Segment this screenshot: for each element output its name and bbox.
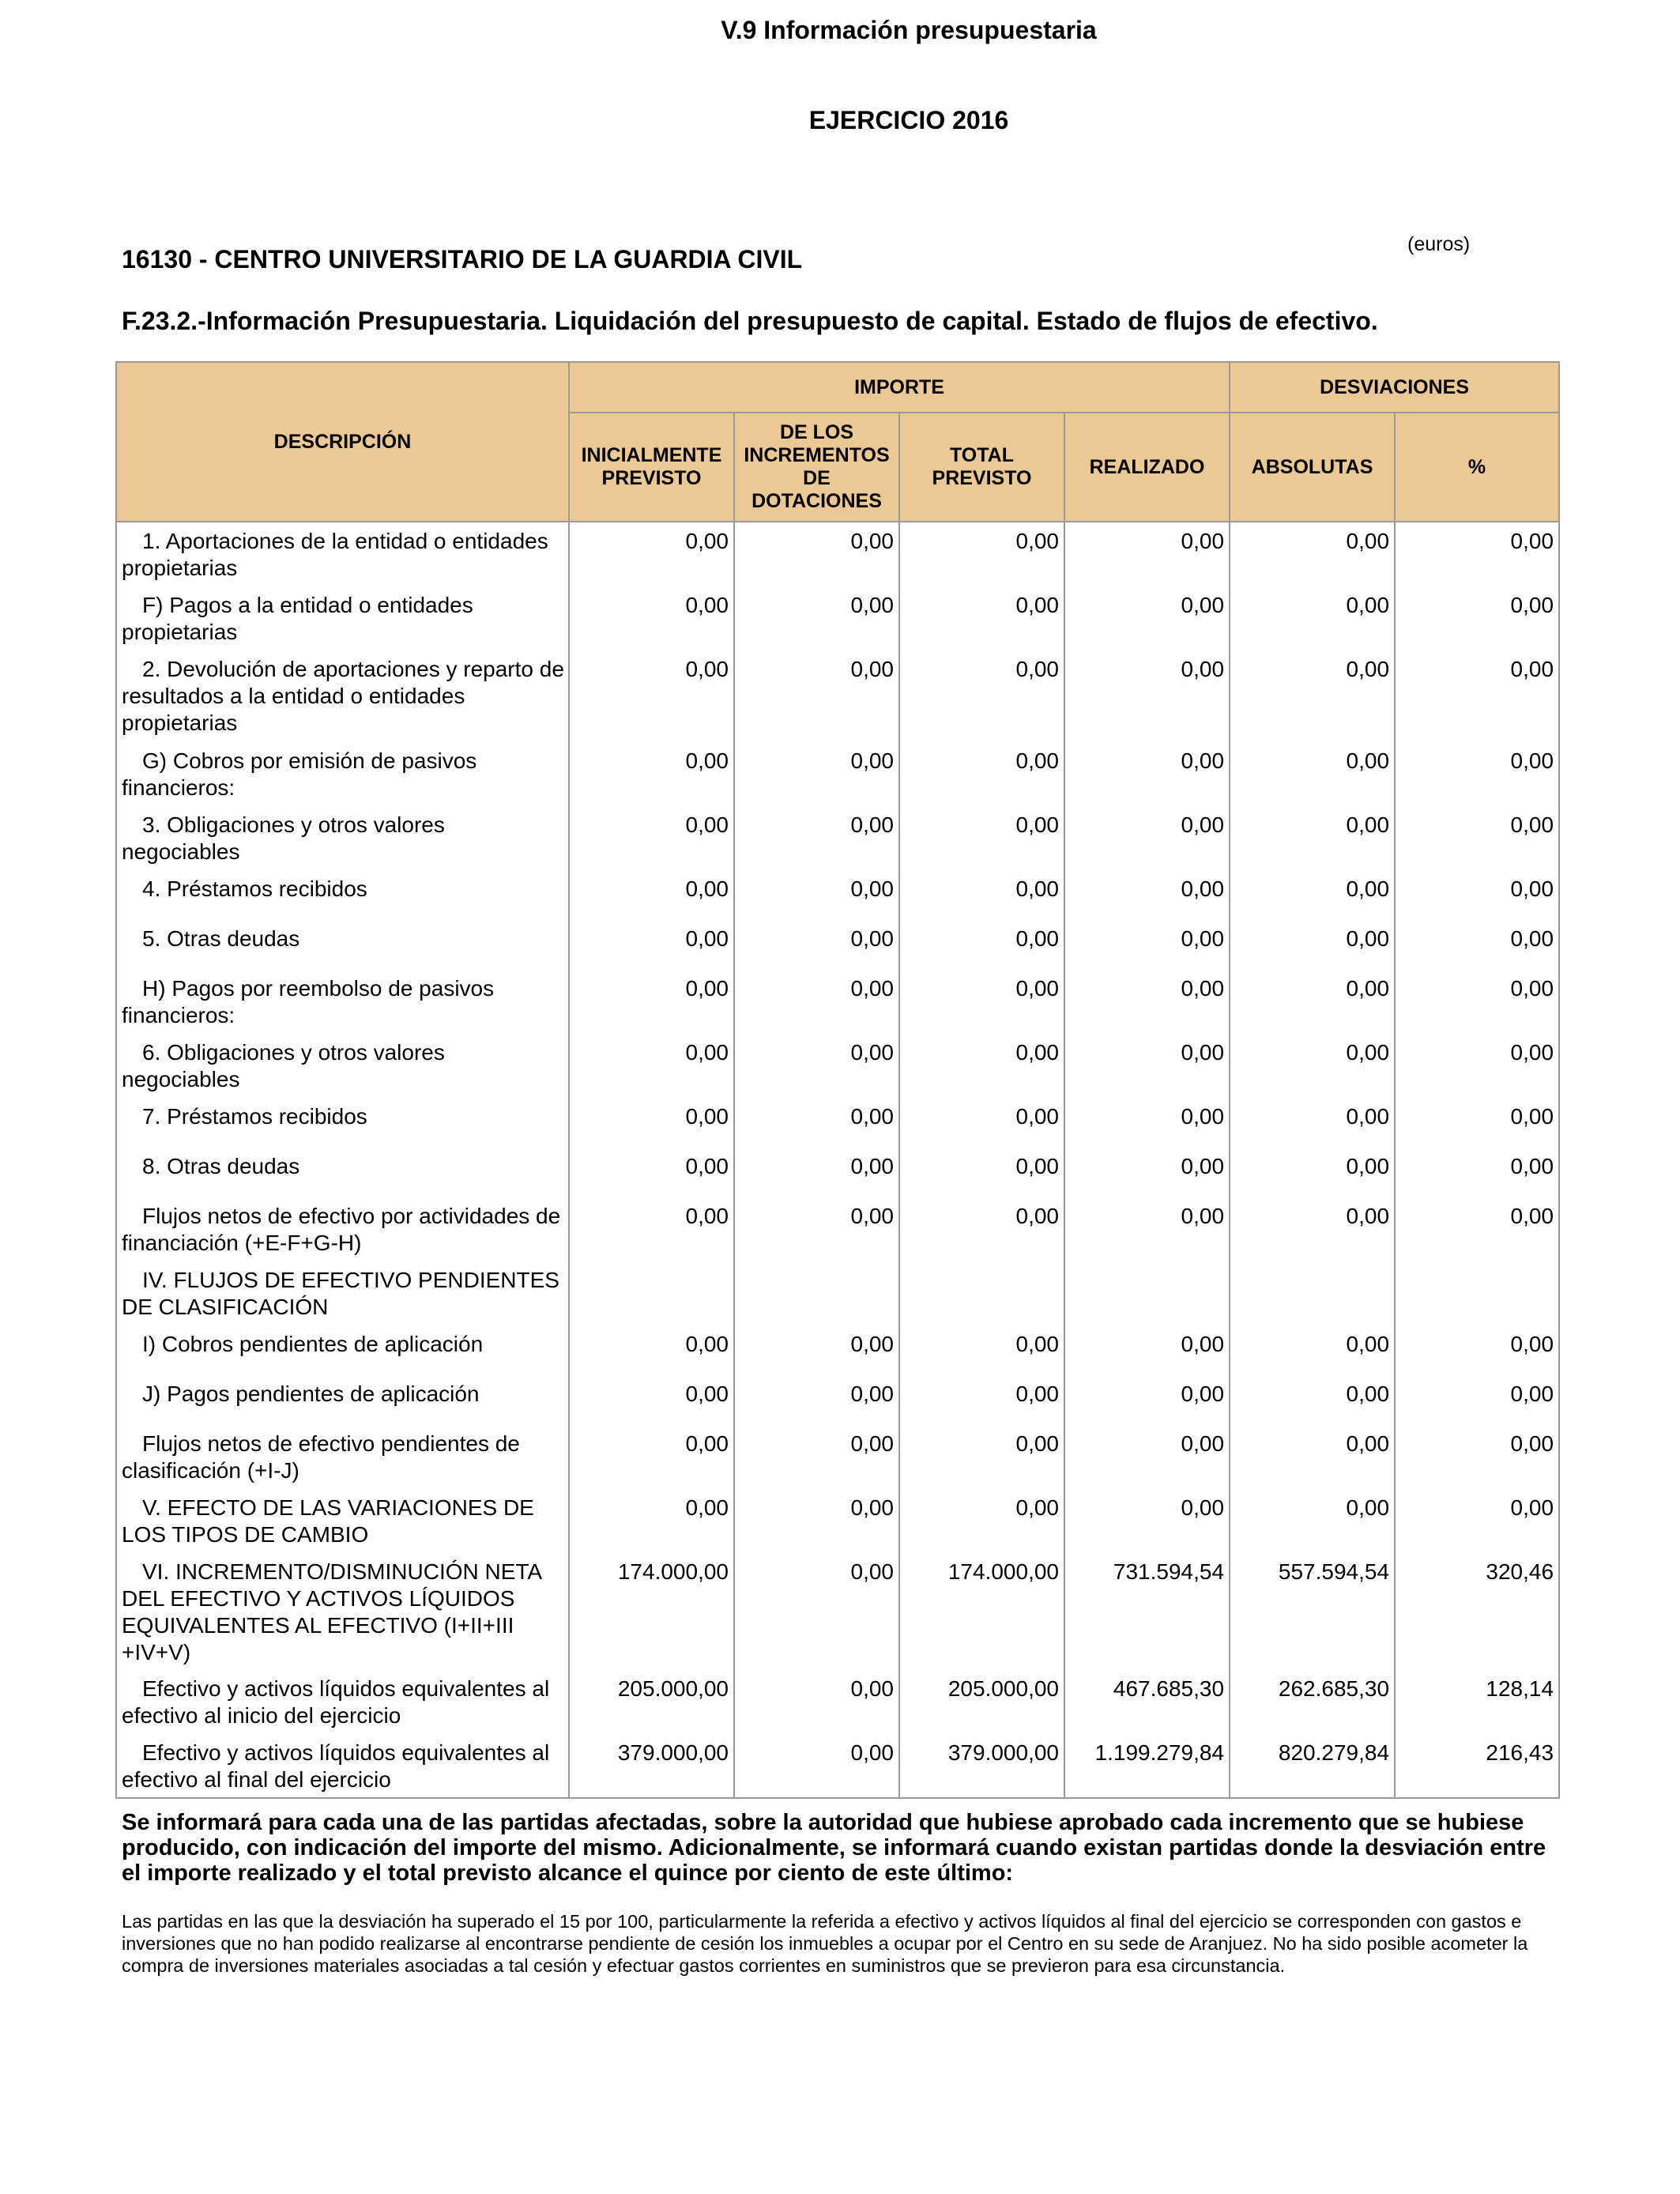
budget-table: [115, 361, 1560, 1799]
table-row: [116, 1148, 1559, 1197]
cell-total-previsto: 0,00: [899, 742, 1064, 806]
disclosure-note: Se informará para cada una de las partidas afectadas, sobre la autoridad que hubiese aprobado cada incremento que se hubiese producido, con indicación del importe del mismo. Adicionalmente, se informará cuando existan partidas donde la desviación entre el importe realizado y el total previsto alcance el quince por ciento de este último:: [122, 1810, 1546, 1886]
cell-inicialmente-previsto: 174.000,00: [569, 1553, 734, 1670]
table-row: [116, 1325, 1559, 1375]
cell-porcentaje: 128,14: [1395, 1670, 1559, 1734]
header-absolutas: ABSOLUTAS: [1230, 413, 1395, 522]
cell-total-previsto: 0,00: [899, 1425, 1064, 1489]
table-row: [116, 870, 1559, 920]
row-description: 1. Aportaciones de la entidad o entidades propietarias: [122, 529, 548, 580]
page-title: V.9 Información presupuestaria: [721, 16, 1097, 44]
cell-absolutas: 262.685,30: [1230, 1670, 1395, 1734]
cell-absolutas: 0,00: [1230, 806, 1395, 870]
cell-absolutas: 0,00: [1230, 1425, 1395, 1489]
row-description: 7. Préstamos recibidos: [142, 1104, 367, 1129]
cell-absolutas: [1230, 1261, 1395, 1325]
table-row: [116, 1489, 1559, 1553]
cell-incrementos: 0,00: [734, 742, 899, 806]
cell-total-previsto: 0,00: [899, 1325, 1064, 1375]
row-description: 2. Devolución de aportaciones y reparto de resultados a la entidad o entidades propietarias: [122, 657, 564, 735]
cell-realizado: 467.685,30: [1064, 1670, 1230, 1734]
cell-porcentaje: 0,00: [1395, 1197, 1559, 1261]
table-row: [116, 742, 1559, 806]
entity-title: 16130 - CENTRO UNIVERSITARIO DE LA GUARDIA CIVIL: [122, 245, 803, 273]
cell-total-previsto: 0,00: [899, 1375, 1064, 1425]
cell-incrementos: 0,00: [734, 1375, 899, 1425]
cell-porcentaje: 0,00: [1395, 1098, 1559, 1148]
cell-inicialmente-previsto: 0,00: [569, 742, 734, 806]
cell-realizado: 731.594,54: [1064, 1553, 1230, 1670]
table-row: [116, 1197, 1559, 1261]
cell-porcentaje: [1395, 1261, 1559, 1325]
cell-realizado: 0,00: [1064, 1098, 1230, 1148]
cell-total-previsto: 0,00: [899, 1034, 1064, 1098]
cell-realizado: 0,00: [1064, 586, 1230, 650]
cell-porcentaje: 0,00: [1395, 870, 1559, 920]
row-description: 4. Préstamos recibidos: [142, 876, 367, 901]
row-description: J) Pagos pendientes de aplicación: [142, 1382, 480, 1406]
cell-incrementos: [734, 1261, 899, 1325]
cell-absolutas: 0,00: [1230, 1034, 1395, 1098]
cell-realizado: 1.199.279,84: [1064, 1734, 1230, 1798]
cell-realizado: 0,00: [1064, 1425, 1230, 1489]
cell-porcentaje: 0,00: [1395, 1148, 1559, 1197]
row-description: G) Cobros por emisión de pasivos financieros:: [122, 748, 477, 800]
row-description: H) Pagos por reembolso de pasivos financieros:: [122, 976, 495, 1027]
row-description: V. EFECTO DE LAS VARIACIONES DE LOS TIPOS DE CAMBIO: [122, 1495, 534, 1547]
table-row: [116, 1734, 1559, 1798]
fiscal-year: EJERCICIO 2016: [808, 106, 1009, 134]
row-description: Flujos netos de efectivo pendientes de clasificación (+I-J): [122, 1431, 520, 1483]
cell-absolutas: 0,00: [1230, 650, 1395, 742]
table-row: [116, 970, 1559, 1034]
header-desviaciones: DESVIACIONES: [1230, 362, 1559, 413]
cell-total-previsto: 0,00: [899, 1148, 1064, 1197]
cell-absolutas: 0,00: [1230, 1197, 1395, 1261]
row-description: 3. Obligaciones y otros valores negociables: [122, 812, 445, 864]
cell-porcentaje: 0,00: [1395, 522, 1559, 586]
cell-porcentaje: 0,00: [1395, 1034, 1559, 1098]
cell-absolutas: 0,00: [1230, 522, 1395, 586]
cell-incrementos: 0,00: [734, 870, 899, 920]
header-porcentaje: %: [1395, 413, 1559, 522]
cell-total-previsto: 0,00: [899, 1489, 1064, 1553]
cell-realizado: 0,00: [1064, 1325, 1230, 1375]
cell-inicialmente-previsto: 0,00: [569, 1098, 734, 1148]
cell-porcentaje: 216,43: [1395, 1734, 1559, 1798]
table-row: [116, 1553, 1559, 1670]
cell-incrementos: 0,00: [734, 1034, 899, 1098]
cell-realizado: 0,00: [1064, 1197, 1230, 1261]
cell-absolutas: 0,00: [1230, 1098, 1395, 1148]
cell-absolutas: 0,00: [1230, 1148, 1395, 1197]
cell-incrementos: 0,00: [734, 806, 899, 870]
cell-inicialmente-previsto: 0,00: [569, 870, 734, 920]
cell-realizado: 0,00: [1064, 1375, 1230, 1425]
table-row: [116, 1425, 1559, 1489]
explanation-text: Las partidas en las que la desviación ha superado el 15 por 100, particularmente la referida a efectivo y activos líquidos al final del ejercicio se corresponden con gastos e inversiones que no han podido realizarse al encontrarse pendiente de cesión los inmuebles a ocupar por el Centro en su sede de Aranjuez. No ha sido posible acometer la compra de inversiones materiales asociadas a tal cesión y efectuar gastos corrientes en suministros que se previeron para esa circunstancia.: [122, 1911, 1528, 1976]
table-row: [116, 1375, 1559, 1425]
cell-total-previsto: 0,00: [899, 522, 1064, 586]
cell-inicialmente-previsto: 0,00: [569, 806, 734, 870]
row-description: 8. Otras deudas: [142, 1154, 300, 1178]
cell-total-previsto: 0,00: [899, 586, 1064, 650]
cell-total-previsto: 174.000,00: [899, 1553, 1064, 1670]
cell-inicialmente-previsto: 0,00: [569, 1197, 734, 1261]
cell-inicialmente-previsto: 0,00: [569, 586, 734, 650]
cell-incrementos: 0,00: [734, 1425, 899, 1489]
cell-incrementos: 0,00: [734, 1489, 899, 1553]
table-row: [116, 806, 1559, 870]
cell-inicialmente-previsto: 0,00: [569, 650, 734, 742]
cell-inicialmente-previsto: 0,00: [569, 1325, 734, 1375]
cell-realizado: [1064, 1261, 1230, 1325]
cell-absolutas: 0,00: [1230, 742, 1395, 806]
cell-incrementos: 0,00: [734, 1098, 899, 1148]
header-incrementos: DE LOS INCREMENTOS DE DOTACIONES: [734, 413, 899, 522]
cell-incrementos: 0,00: [734, 970, 899, 1034]
cell-absolutas: 0,00: [1230, 1325, 1395, 1375]
cell-absolutas: 0,00: [1230, 1375, 1395, 1425]
cell-incrementos: 0,00: [734, 1553, 899, 1670]
cell-realizado: 0,00: [1064, 970, 1230, 1034]
cell-incrementos: 0,00: [734, 920, 899, 970]
row-description: 5. Otras deudas: [142, 926, 300, 951]
header-descripcion: DESCRIPCIÓN: [116, 362, 569, 522]
cell-incrementos: 0,00: [734, 1325, 899, 1375]
cell-inicialmente-previsto: 0,00: [569, 1034, 734, 1098]
cell-inicialmente-previsto: 0,00: [569, 1375, 734, 1425]
cell-total-previsto: 0,00: [899, 1197, 1064, 1261]
cell-inicialmente-previsto: 0,00: [569, 920, 734, 970]
header-realizado: REALIZADO: [1064, 413, 1230, 522]
cell-total-previsto: 0,00: [899, 806, 1064, 870]
cell-inicialmente-previsto: 205.000,00: [569, 1670, 734, 1734]
cell-incrementos: 0,00: [734, 1197, 899, 1261]
cell-porcentaje: 0,00: [1395, 1375, 1559, 1425]
cell-absolutas: 0,00: [1230, 870, 1395, 920]
cell-porcentaje: 0,00: [1395, 586, 1559, 650]
cell-incrementos: 0,00: [734, 650, 899, 742]
cell-realizado: 0,00: [1064, 1034, 1230, 1098]
cell-inicialmente-previsto: 0,00: [569, 522, 734, 586]
cell-inicialmente-previsto: [569, 1261, 734, 1325]
cell-total-previsto: 379.000,00: [899, 1734, 1064, 1798]
cell-porcentaje: 0,00: [1395, 1489, 1559, 1553]
cell-incrementos: 0,00: [734, 522, 899, 586]
cell-absolutas: 0,00: [1230, 1489, 1395, 1553]
table-row: [116, 586, 1559, 650]
row-description: F) Pagos a la entidad o entidades propietarias: [122, 593, 473, 644]
currency-unit: (euros): [1407, 233, 1471, 255]
cell-total-previsto: 0,00: [899, 970, 1064, 1034]
row-description: Flujos netos de efectivo por actividades de financiación (+E-F+G-H): [122, 1204, 561, 1255]
cell-inicialmente-previsto: 0,00: [569, 1425, 734, 1489]
cell-realizado: 0,00: [1064, 650, 1230, 742]
cell-porcentaje: 0,00: [1395, 970, 1559, 1034]
cell-porcentaje: 0,00: [1395, 1425, 1559, 1489]
row-description: Efectivo y activos líquidos equivalentes al efectivo al final del ejercicio: [122, 1740, 550, 1792]
cell-inicialmente-previsto: 379.000,00: [569, 1734, 734, 1798]
cell-inicialmente-previsto: 0,00: [569, 1148, 734, 1197]
cell-realizado: 0,00: [1064, 1489, 1230, 1553]
cell-incrementos: 0,00: [734, 1148, 899, 1197]
table-row: [116, 522, 1559, 586]
table-row: [116, 1098, 1559, 1148]
row-description: Efectivo y activos líquidos equivalentes al efectivo al inicio del ejercicio: [122, 1676, 550, 1728]
cell-absolutas: 557.594,54: [1230, 1553, 1395, 1670]
cell-absolutas: 0,00: [1230, 970, 1395, 1034]
cell-inicialmente-previsto: 0,00: [569, 1489, 734, 1553]
cell-realizado: 0,00: [1064, 1148, 1230, 1197]
cell-porcentaje: 0,00: [1395, 742, 1559, 806]
cell-realizado: 0,00: [1064, 920, 1230, 970]
row-description: IV. FLUJOS DE EFECTIVO PENDIENTES DE CLASIFICACIÓN: [122, 1268, 559, 1319]
cell-total-previsto: 0,00: [899, 920, 1064, 970]
cell-total-previsto: 205.000,00: [899, 1670, 1064, 1734]
cell-absolutas: 0,00: [1230, 920, 1395, 970]
header-inicialmente-previsto: INICIALMENTE PREVISTO: [569, 413, 734, 522]
cell-realizado: 0,00: [1064, 742, 1230, 806]
table-body: [116, 522, 1559, 1798]
form-title: F.23.2.-Información Presupuestaria. Liquidación del presupuesto de capital. Estado de flujos de efectivo.: [122, 307, 1378, 335]
cell-total-previsto: [899, 1261, 1064, 1325]
table-row: [116, 1670, 1559, 1734]
cell-total-previsto: 0,00: [899, 870, 1064, 920]
cell-absolutas: 820.279,84: [1230, 1734, 1395, 1798]
row-description: 6. Obligaciones y otros valores negociables: [122, 1040, 445, 1091]
cell-realizado: 0,00: [1064, 870, 1230, 920]
cell-absolutas: 0,00: [1230, 586, 1395, 650]
table-row: [116, 650, 1559, 742]
header-total-previsto: TOTAL PREVISTO: [899, 413, 1064, 522]
cell-realizado: 0,00: [1064, 522, 1230, 586]
table-row: [116, 920, 1559, 970]
cell-porcentaje: 0,00: [1395, 650, 1559, 742]
row-description: I) Cobros pendientes de aplicación: [142, 1332, 484, 1356]
cell-porcentaje: 0,00: [1395, 920, 1559, 970]
cell-porcentaje: 0,00: [1395, 1325, 1559, 1375]
cell-porcentaje: 0,00: [1395, 806, 1559, 870]
header-importe: IMPORTE: [569, 362, 1230, 413]
row-description: VI. INCREMENTO/DISMINUCIÓN NETA DEL EFECTIVO Y ACTIVOS LÍQUIDOS EQUIVALENTES AL EFECTIVO (I+II+III +IV+V): [122, 1559, 541, 1664]
cell-realizado: 0,00: [1064, 806, 1230, 870]
cell-porcentaje: 320,46: [1395, 1553, 1559, 1670]
table-row: [116, 1034, 1559, 1098]
cell-total-previsto: 0,00: [899, 1098, 1064, 1148]
cell-incrementos: 0,00: [734, 1670, 899, 1734]
table-row: [116, 1261, 1559, 1325]
cell-incrementos: 0,00: [734, 586, 899, 650]
cell-incrementos: 0,00: [734, 1734, 899, 1798]
cell-total-previsto: 0,00: [899, 650, 1064, 742]
cell-inicialmente-previsto: 0,00: [569, 970, 734, 1034]
